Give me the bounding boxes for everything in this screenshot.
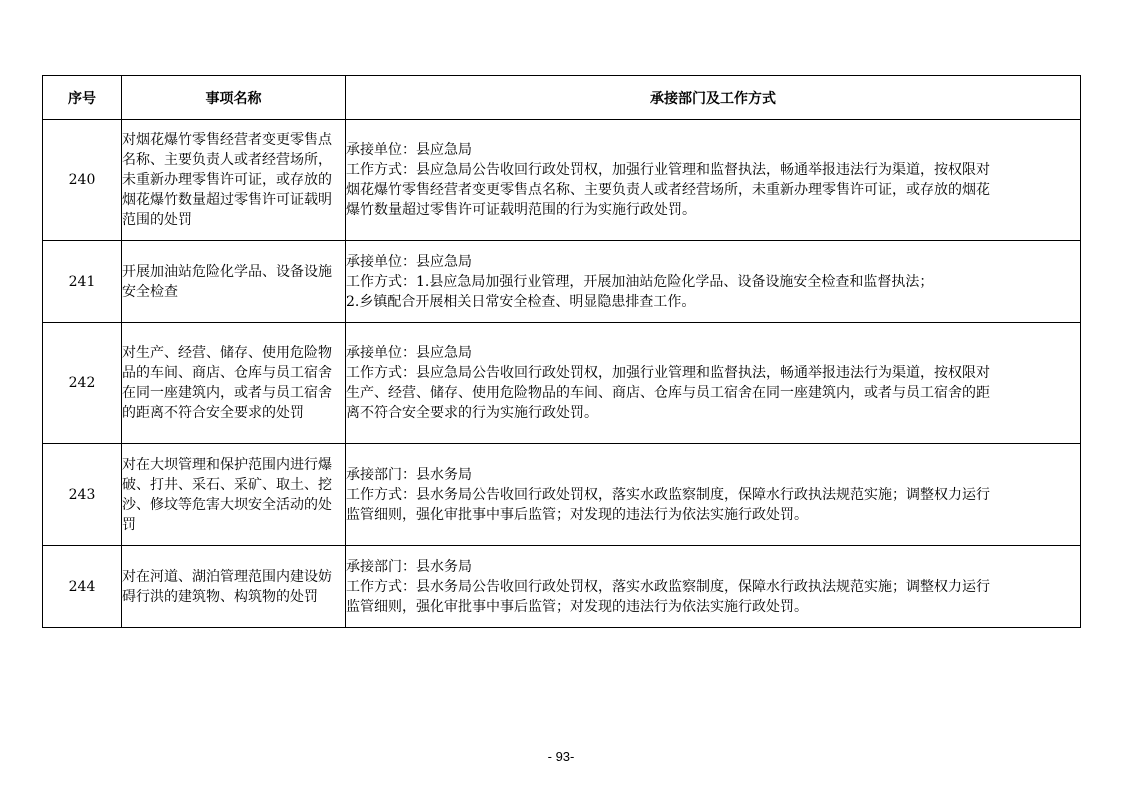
row-seq: 244	[43, 546, 122, 628]
desc-line: 爆竹数量超过零售许可证载明范围的行为实施行政处罚。	[346, 202, 696, 218]
table-row	[43, 546, 1081, 628]
row-dept-method	[346, 546, 1081, 628]
desc-line: 承接部门：县水务局	[346, 466, 472, 483]
row-dept-method	[346, 444, 1081, 546]
table-row	[43, 120, 1081, 241]
header-dept-method: 承接部门及工作方式	[346, 76, 1081, 120]
desc-line: 承接单位：县应急局	[346, 142, 472, 158]
row-item-name: 开展加油站危险化学品、设备设施安全检查	[122, 241, 346, 323]
desc-line: 工作方式：县水务局公告收回行政处罚权，落实水政监察制度，保障水行政执法规范实施；调整权力运行	[346, 578, 990, 595]
desc-line: 生产、经营、储存、使用危险物品的车间、商店、仓库与员工宿舍在同一座建筑内，或者与员工宿舍的距	[346, 385, 990, 401]
row-item-name: 对生产、经营、储存、使用危险物品的车间、商店、仓库与员工宿舍在同一座建筑内，或者与员工宿舍的距离不符合安全要求的处罚	[122, 323, 346, 444]
desc-line: 工作方式：县应急局公告收回行政处罚权，加强行业管理和监督执法，畅通举报违法行为渠道，按权限对	[346, 162, 990, 178]
row-item-name: 对烟花爆竹零售经营者变更零售点名称、主要负责人或者经营场所，未重新办理零售许可证，或存放的烟花爆竹数量超过零售许可证载明范围的处罚	[122, 120, 346, 241]
desc-line: 承接单位：县应急局	[346, 253, 472, 270]
table-header-row	[43, 76, 1081, 120]
delegation-table	[42, 75, 1081, 628]
desc-line: 2.乡镇配合开展相关日常安全检查、明显隐患排查工作。	[346, 293, 696, 310]
desc-line: 工作方式：县水务局公告收回行政处罚权，落实水政监察制度，保障水行政执法规范实施；调整权力运行	[346, 486, 990, 503]
desc-line: 工作方式：县应急局公告收回行政处罚权，加强行业管理和监督执法，畅通举报违法行为渠道，按权限对	[346, 365, 990, 381]
table-row	[43, 323, 1081, 444]
header-seq: 序号	[43, 76, 122, 120]
desc-line: 承接单位：县应急局	[346, 345, 472, 361]
row-dept-method	[346, 120, 1081, 241]
table-row	[43, 444, 1081, 546]
desc-line: 承接部门：县水务局	[346, 558, 472, 575]
row-item-name: 对在大坝管理和保护范围内进行爆破、打井、采石、采矿、取土、挖沙、修坟等危害大坝安全活动的处罚	[122, 444, 346, 546]
header-item-name: 事项名称	[122, 76, 346, 120]
desc-line: 监管细则，强化审批事中事后监管；对发现的违法行为依法实施行政处罚。	[346, 506, 808, 523]
row-dept-method	[346, 241, 1081, 323]
page-number: - 93-	[547, 749, 575, 764]
row-item-name: 对在河道、湖泊管理范围内建设妨碍行洪的建筑物、构筑物的处罚	[122, 546, 346, 628]
desc-line: 烟花爆竹零售经营者变更零售点名称、主要负责人或者经营场所，未重新办理零售许可证，或存放的烟花	[346, 182, 990, 198]
row-dept-method	[346, 323, 1081, 444]
row-seq: 242	[43, 323, 122, 444]
desc-line: 工作方式：1.县应急局加强行业管理，开展加油站危险化学品、设备设施安全检查和监督执法；	[346, 273, 934, 290]
table-row	[43, 241, 1081, 323]
row-seq: 240	[43, 120, 122, 241]
desc-line: 监管细则，强化审批事中事后监管；对发现的违法行为依法实施行政处罚。	[346, 598, 808, 615]
row-seq: 243	[43, 444, 122, 546]
row-seq: 241	[43, 241, 122, 323]
desc-line: 离不符合安全要求的行为实施行政处罚。	[346, 405, 598, 421]
